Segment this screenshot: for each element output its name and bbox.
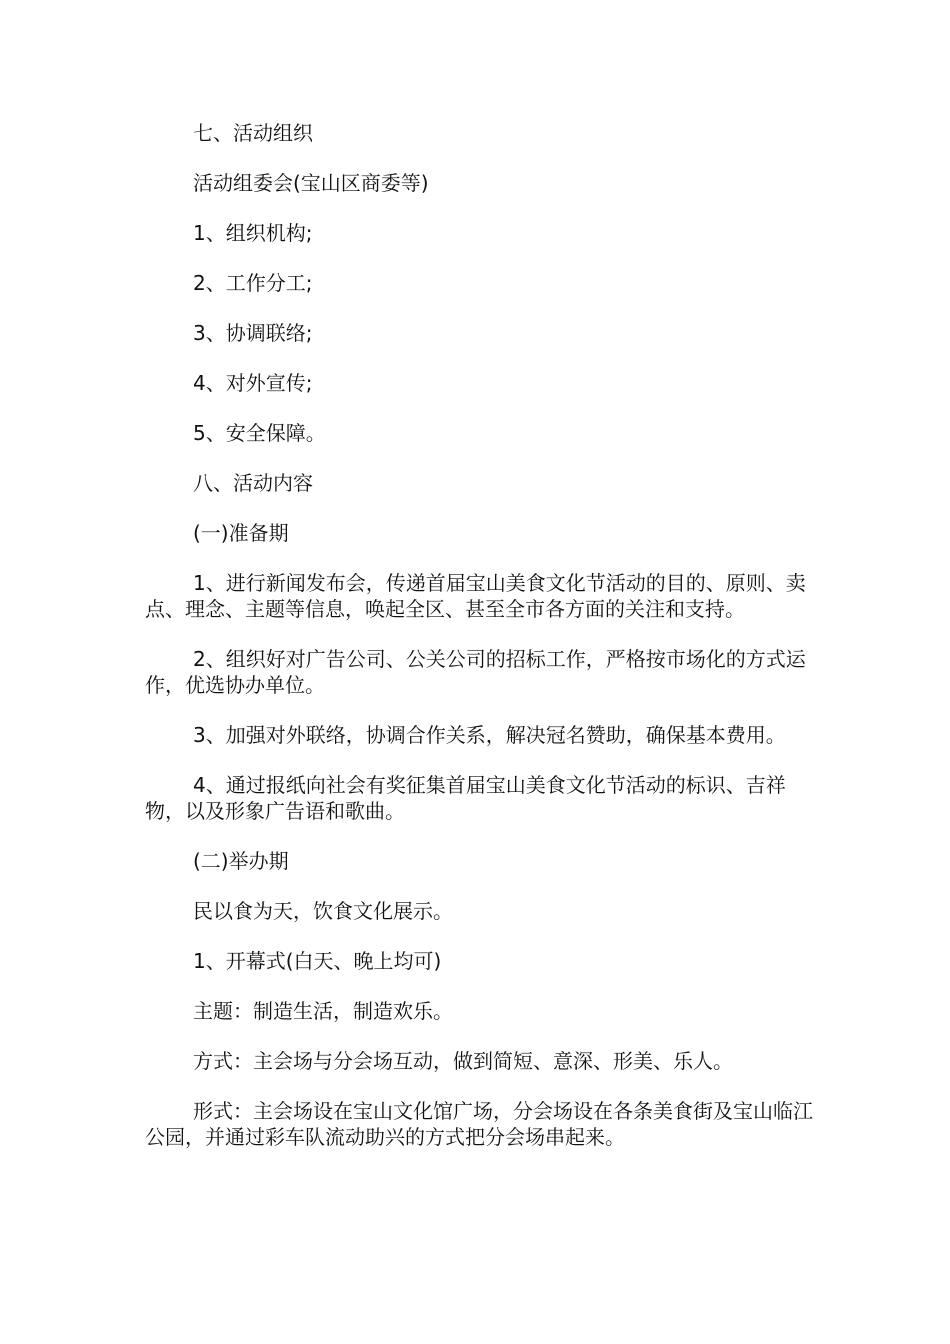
paragraph: 2、组织好对广告公司、公关公司的招标工作，严格按市场化的方式运作，优选协办单位。 (145, 647, 806, 697)
paragraph: 1、进行新闻发布会，传递首届宝山美食文化节活动的目的、原则、卖点、理念、主题等信息，唤起全区、甚至全市各方面的关注和支持。 (145, 571, 806, 621)
document-body (145, 120, 815, 1174)
list-item: 1、组织机构; (193, 221, 313, 245)
heading-section-8: 八、活动内容 (193, 471, 313, 495)
list-item: 3、协调联络; (193, 321, 313, 345)
paragraph: 活动组委会(宝山区商委等) (193, 171, 429, 195)
subheading-holding: (二)举办期 (193, 849, 289, 873)
paragraph: 民以食为天，饮食文化展示。 (193, 899, 453, 923)
paragraph: 4、通过报纸向社会有奖征集首届宝山美食文化节活动的标识、吉祥物，以及形象广告语和歌曲。 (145, 773, 786, 823)
paragraph: 主题：制造生活，制造欢乐。 (193, 999, 453, 1023)
list-item: 2、工作分工; (193, 271, 313, 295)
heading-section-7: 七、活动组织 (193, 121, 313, 145)
subheading-preparation: (一)准备期 (193, 521, 289, 545)
paragraph: 形式：主会场设在宝山文化馆广场，分会场设在各条美食街及宝山临江公园，并通过彩车队流动助兴的方式把分会场串起来。 (145, 1099, 813, 1149)
paragraph: 3、加强对外联络，协调合作关系，解决冠名赞助，确保基本费用。 (193, 723, 786, 747)
list-item: 5、安全保障。 (193, 421, 326, 445)
paragraph: 方式：主会场与分会场互动，做到简短、意深、形美、乐人。 (193, 1049, 733, 1073)
list-item: 4、对外宣传; (193, 371, 313, 395)
paragraph: 1、开幕式(白天、晚上均可) (193, 949, 442, 973)
